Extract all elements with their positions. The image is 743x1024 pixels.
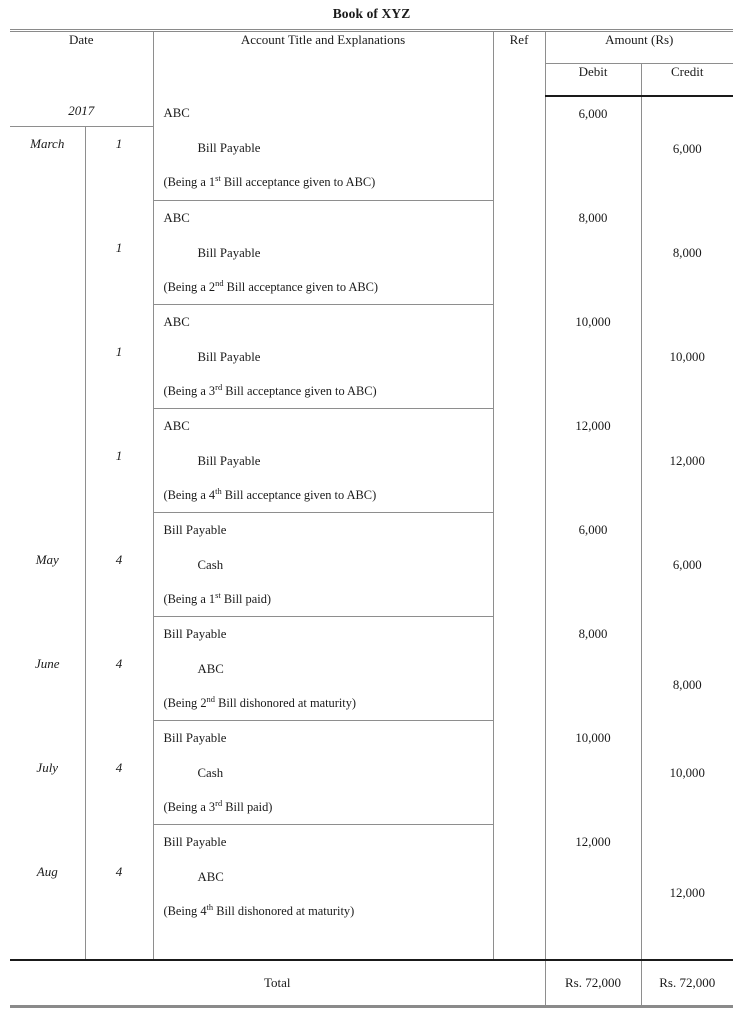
- journal-entry: [154, 512, 493, 616]
- column-header-credit: Credit: [641, 64, 733, 97]
- journal-entry: [154, 616, 493, 720]
- entry-credit-account: Bill Payable: [197, 349, 261, 364]
- entry-day-label: 1: [115, 448, 123, 463]
- entry-credit-amount: 6,000: [672, 557, 702, 572]
- entry-debit-amount-cell: [546, 201, 641, 305]
- ordinal-suffix: nd: [215, 278, 224, 289]
- entry-debit-amount-cell: [546, 305, 641, 409]
- entry-debit-amount: 8,000: [578, 211, 608, 225]
- journal-entry: [154, 96, 493, 200]
- column-header-ref: Ref: [493, 32, 545, 96]
- entry-stack-day: [86, 127, 153, 959]
- column-header-amount-group: Amount (Rs): [545, 32, 733, 64]
- entry-debit-amount: 12,000: [575, 419, 611, 433]
- entry-month-label: [10, 439, 85, 474]
- page-title: Book of XYZ: [332, 6, 411, 21]
- ordinal-suffix: nd: [206, 694, 215, 705]
- column-header-account: Account Title and Explanations: [153, 32, 493, 96]
- entry-debit-amount-cell: [546, 825, 641, 929]
- debit-column-body: [545, 96, 641, 960]
- entry-month: [10, 647, 85, 751]
- entry-month-label: March: [30, 136, 65, 151]
- entry-ref: [494, 512, 545, 616]
- entry-day: [86, 439, 153, 543]
- entry-month-label: June: [34, 656, 60, 671]
- entry-debit-account: Bill Payable: [163, 627, 227, 641]
- entry-month: [10, 751, 85, 855]
- entry-month-label: Aug: [36, 864, 58, 879]
- entry-month: [10, 335, 85, 439]
- entry-ref: [494, 304, 545, 408]
- journal-entry: [154, 408, 493, 512]
- entry-day-label: 4: [115, 656, 123, 671]
- entry-narration: (Being a 2nd Bill acceptance given to ABC): [163, 278, 379, 295]
- entry-narration: (Being a 1st Bill paid): [163, 590, 272, 607]
- total-debit: Rs. 72,000: [545, 960, 641, 1005]
- total-credit: Rs. 72,000: [641, 960, 733, 1005]
- entry-day: [86, 751, 153, 855]
- entry-credit-amount: 12,000: [669, 453, 705, 468]
- entry-credit-amount-cell: [642, 409, 734, 513]
- entry-stack-month: [10, 127, 85, 959]
- entry-narration: (Being 4th Bill dishonored at maturity): [163, 902, 355, 919]
- credit-column-body: [641, 96, 733, 960]
- entry-ref: [494, 824, 545, 928]
- entry-month: [10, 439, 85, 543]
- entry-narration: (Being a 4th Bill acceptance given to ABC): [163, 486, 377, 503]
- entry-narration: (Being a 1st Bill acceptance given to ABC): [163, 173, 376, 190]
- entry-month: [10, 855, 85, 959]
- entry-debit-amount-cell: [546, 721, 641, 825]
- total-label: Total: [10, 960, 545, 1005]
- entry-credit-amount-cell: [642, 617, 734, 721]
- entry-debit-amount: 6,000: [578, 107, 608, 121]
- entry-credit-account: ABC: [197, 869, 224, 884]
- entry-narration: (Being a 3rd Bill acceptance given to ABC): [163, 382, 377, 399]
- entry-debit-amount: 10,000: [575, 315, 611, 329]
- entry-credit-amount-cell: [642, 721, 734, 825]
- entry-credit-amount: 8,000: [672, 677, 702, 692]
- entry-credit-amount: 12,000: [669, 885, 705, 900]
- day-column-body: [85, 127, 153, 961]
- entry-credit-amount-cell: [642, 513, 734, 617]
- account-column-body: [153, 96, 493, 960]
- entry-debit-account: ABC: [163, 106, 190, 120]
- entry-ref: [494, 408, 545, 512]
- entry-credit-amount: 10,000: [669, 765, 705, 780]
- entry-month-label: July: [36, 760, 59, 775]
- journal-table: [10, 32, 733, 1005]
- year-label: 2017: [10, 96, 153, 127]
- entry-month-label: [10, 335, 85, 370]
- total-row: [10, 960, 733, 1005]
- entry-debit-amount-cell: [546, 409, 641, 513]
- year-row: [10, 96, 733, 127]
- entry-month-label: May: [35, 552, 59, 567]
- month-column-body: [10, 127, 85, 961]
- entry-stack-debit: [546, 97, 641, 929]
- entry-stack-ref: [494, 96, 545, 928]
- entry-ref: [494, 200, 545, 304]
- journal-entry: [154, 720, 493, 824]
- entry-debit-amount: 8,000: [578, 627, 608, 641]
- entry-debit-account: Bill Payable: [163, 731, 227, 745]
- entry-credit-account: Cash: [197, 765, 224, 780]
- entry-credit-account: Bill Payable: [197, 245, 261, 260]
- entry-ref: [494, 96, 545, 200]
- entry-debit-amount: 10,000: [575, 731, 611, 745]
- entry-credit-account: Bill Payable: [197, 453, 261, 468]
- entry-debit-account: ABC: [163, 211, 190, 225]
- journal-table-frame: [10, 29, 733, 1005]
- entry-debit-account: ABC: [163, 419, 190, 433]
- entry-debit-account: Bill Payable: [163, 523, 227, 537]
- entry-month-label: [10, 231, 85, 266]
- table-header: [10, 32, 733, 96]
- entry-debit-amount-cell: [546, 513, 641, 617]
- entry-narration: (Being a 3rd Bill paid): [163, 798, 273, 815]
- entry-credit-amount-cell: [642, 305, 734, 409]
- entry-stack-account: [154, 96, 493, 928]
- entry-credit-account: Cash: [197, 557, 224, 572]
- ordinal-suffix: th: [206, 902, 214, 913]
- entry-credit-account: ABC: [197, 661, 224, 676]
- entry-day: [86, 231, 153, 335]
- entry-day: [86, 647, 153, 751]
- entry-debit-account: ABC: [163, 315, 190, 329]
- entry-month: [10, 543, 85, 647]
- entry-day-label: 4: [115, 760, 123, 775]
- table-body: [10, 96, 733, 1005]
- table-bottom-rule: [10, 1005, 733, 1008]
- entry-credit-amount-cell: [642, 97, 734, 201]
- entry-debit-amount: 12,000: [575, 835, 611, 849]
- entry-day-label: 4: [115, 552, 123, 567]
- entry-day: [86, 855, 153, 959]
- entry-day-label: 1: [115, 240, 123, 255]
- journal-entry: [154, 304, 493, 408]
- entry-credit-amount: 8,000: [672, 245, 702, 260]
- entry-credit-amount-cell: [642, 201, 734, 305]
- entry-debit-amount: 6,000: [578, 523, 608, 537]
- entry-debit-account: Bill Payable: [163, 835, 227, 849]
- ordinal-suffix: rd: [215, 382, 223, 393]
- entry-ref: [494, 720, 545, 824]
- entry-credit-amount: 10,000: [669, 349, 705, 364]
- entry-day-label: 1: [115, 344, 123, 359]
- column-header-debit: Debit: [545, 64, 641, 97]
- entry-day: [86, 127, 153, 231]
- entry-credit-account: Bill Payable: [197, 140, 261, 155]
- ordinal-suffix: st: [215, 173, 221, 184]
- entry-month: [10, 231, 85, 335]
- entry-credit-amount-cell: [642, 825, 734, 929]
- entry-ref: [494, 616, 545, 720]
- entry-narration: (Being 2nd Bill dishonored at maturity): [163, 694, 357, 711]
- journal-entry: [154, 824, 493, 928]
- entry-credit-amount: 6,000: [672, 141, 702, 156]
- entry-debit-amount-cell: [546, 617, 641, 721]
- entry-day-label: 1: [115, 136, 123, 151]
- entry-day: [86, 543, 153, 647]
- ref-column-body: [493, 96, 545, 960]
- column-header-date: Date: [68, 32, 94, 47]
- entry-day: [86, 335, 153, 439]
- ordinal-suffix: th: [215, 486, 222, 497]
- entry-debit-amount-cell: [546, 97, 641, 201]
- entry-stack-credit: [642, 97, 734, 929]
- journal-entry: [154, 200, 493, 304]
- entry-month: [10, 127, 85, 231]
- ordinal-suffix: st: [215, 590, 221, 601]
- entry-day-label: 4: [115, 864, 123, 879]
- ordinal-suffix: rd: [215, 798, 223, 809]
